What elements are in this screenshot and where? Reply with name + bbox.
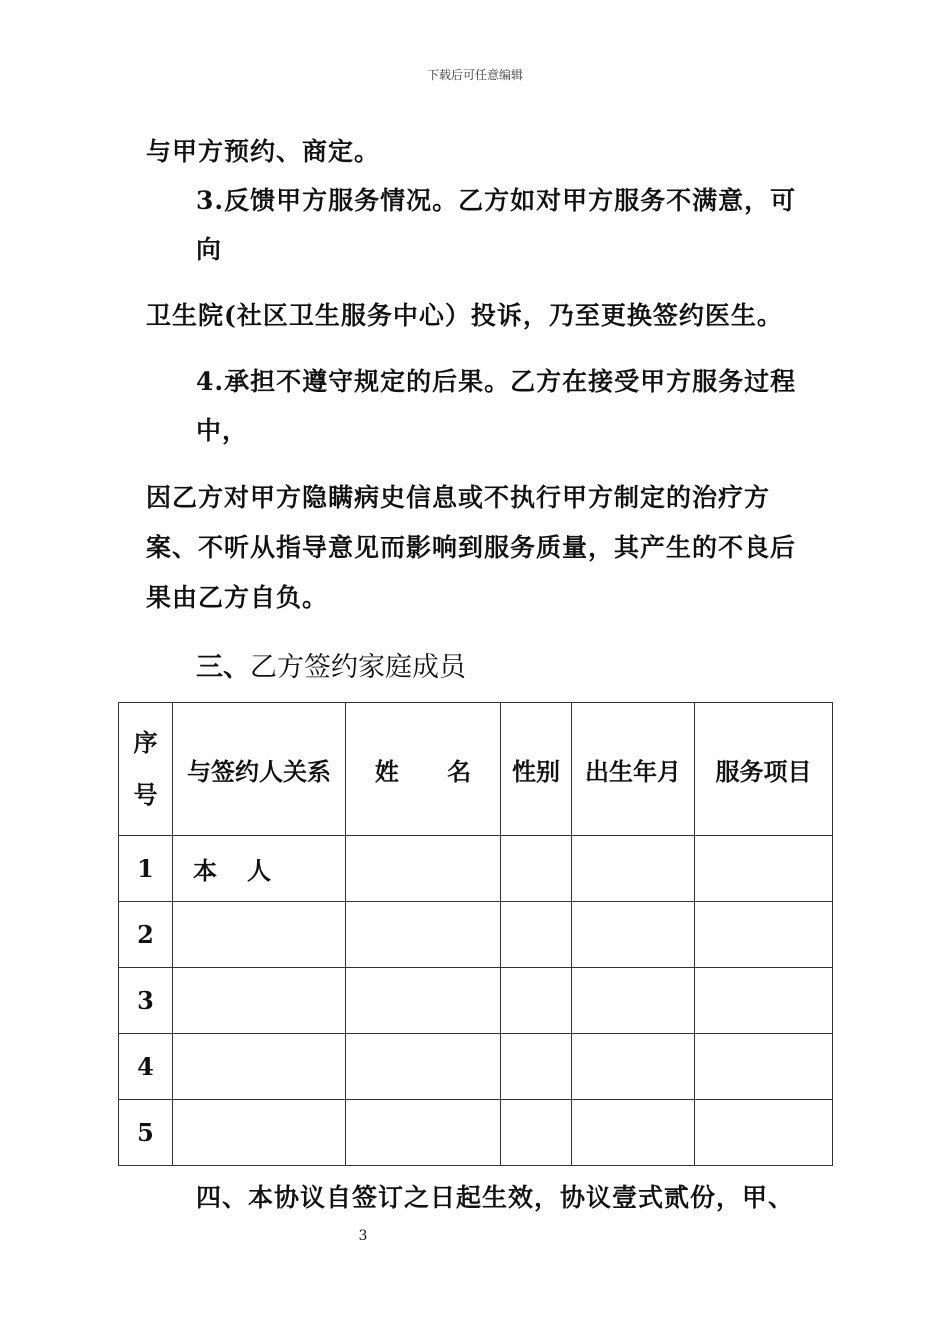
cell-seq: 2 xyxy=(119,902,173,968)
cell-seq: 1 xyxy=(119,836,173,902)
cell-gender[interactable] xyxy=(501,902,572,968)
header-seq-bottom: 号 xyxy=(133,780,158,809)
section-number: 三、 xyxy=(196,652,250,683)
cell-gender[interactable] xyxy=(501,1100,572,1166)
family-members-table xyxy=(118,702,833,1166)
header-gender: 性别 xyxy=(501,703,572,836)
cell-name[interactable] xyxy=(346,968,501,1034)
paragraph-line: 4.承担不遵守规定的后果。乙方在接受甲方服务过程 xyxy=(196,367,797,396)
cell-relation[interactable]: 本人 xyxy=(173,836,346,902)
cell-birth[interactable] xyxy=(572,1100,695,1166)
cell-seq: 5 xyxy=(119,1100,173,1166)
paragraph-line: 果由乙方自负。 xyxy=(146,583,329,612)
cell-birth[interactable] xyxy=(572,968,695,1034)
section-title-text: 乙方签约家庭成员 xyxy=(250,652,466,683)
cell-service[interactable] xyxy=(695,902,833,968)
cell-name[interactable] xyxy=(346,1034,501,1100)
cell-birth[interactable] xyxy=(572,1034,695,1100)
section-title xyxy=(196,645,466,684)
cell-birth[interactable] xyxy=(572,836,695,902)
table-row xyxy=(119,836,833,902)
header-birth: 出生年月 xyxy=(572,703,695,836)
header-relation: 与签约人关系 xyxy=(173,703,346,836)
table-header-row xyxy=(119,703,833,836)
cell-name[interactable] xyxy=(346,836,501,902)
paragraph-line: 中， xyxy=(196,416,249,445)
cell-relation[interactable] xyxy=(173,902,346,968)
cell-name[interactable] xyxy=(346,1100,501,1166)
cell-service[interactable] xyxy=(695,1100,833,1166)
cell-gender[interactable] xyxy=(501,968,572,1034)
cell-birth[interactable] xyxy=(572,902,695,968)
header-seq xyxy=(119,703,173,836)
cell-relation[interactable] xyxy=(173,968,346,1034)
header-name: 姓 名 xyxy=(346,703,501,836)
header-service: 服务项目 xyxy=(695,703,833,836)
paragraph-line: 案、不听从指导意见而影响到服务质量，其产生的不良后 xyxy=(146,533,797,562)
page-number: 3 xyxy=(358,1228,368,1244)
cell-name[interactable] xyxy=(346,902,501,968)
cell-service[interactable] xyxy=(695,1034,833,1100)
cell-seq: 4 xyxy=(119,1034,173,1100)
paragraph-line: 四、本协议自签订之日起生效，协议壹式贰份，甲、 xyxy=(196,1183,795,1212)
cell-gender[interactable] xyxy=(501,836,572,902)
cell-service[interactable] xyxy=(695,968,833,1034)
paragraph-line: 3.反馈甲方服务情况。乙方如对甲方服务不满意，可 xyxy=(196,186,797,215)
page-header-note: 下载后可任意编辑 xyxy=(426,68,523,82)
table-row xyxy=(119,1034,833,1100)
table-row xyxy=(119,902,833,968)
paragraph-line: 向 xyxy=(196,235,223,264)
cell-gender[interactable] xyxy=(501,1034,572,1100)
cell-seq: 3 xyxy=(119,968,173,1034)
header-seq-top: 序 xyxy=(133,728,158,757)
cell-relation[interactable] xyxy=(173,1034,346,1100)
paragraph-line: 因乙方对甲方隐瞒病史信息或不执行甲方制定的治疗方 xyxy=(146,483,771,512)
table-row xyxy=(119,1100,833,1166)
paragraph-line: 卫生院(社区卫生服务中心）投诉，乃至更换签约医生。 xyxy=(146,301,783,330)
table-row xyxy=(119,968,833,1034)
cell-relation[interactable] xyxy=(173,1100,346,1166)
cell-service[interactable] xyxy=(695,836,833,902)
paragraph-line: 与甲方预约、商定。 xyxy=(146,137,381,166)
